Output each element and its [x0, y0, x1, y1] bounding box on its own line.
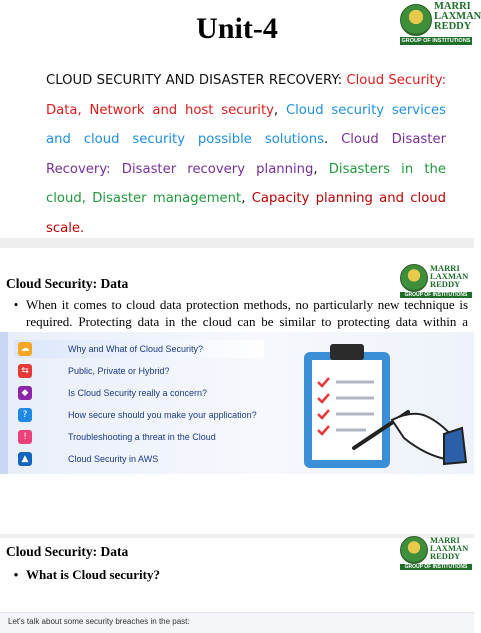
- slide-cloud-security-data: [0, 262, 474, 534]
- page-title: Unit-4: [196, 12, 278, 45]
- bullet-icon: •: [13, 297, 19, 312]
- bullet-icon: •: [13, 567, 19, 582]
- slide-title: Cloud Security: Data: [6, 276, 129, 291]
- bullet-text: What is Cloud security?: [26, 567, 160, 582]
- syllabus-segment: Cloud Security: Data, Network and host security: [46, 73, 447, 118]
- emblem-icon: [400, 264, 428, 292]
- emblem-icon: [400, 536, 428, 564]
- institution-logo: [400, 536, 468, 564]
- logo-line-2: LAXMAN: [430, 271, 469, 282]
- video-caption-strip: [0, 612, 474, 633]
- institution-logo: [400, 264, 468, 292]
- logo-subtitle: GROUP OF INSTITUTIONS: [400, 292, 472, 298]
- logo-line-1: MARRI: [434, 1, 471, 12]
- banner-item-label: Is Cloud Security really a concern?: [68, 388, 208, 398]
- question-icon: ?: [18, 408, 32, 422]
- banner-item-label: Troubleshooting a threat in the Cloud: [68, 432, 216, 442]
- logo-line-2: LAXMAN: [430, 543, 469, 554]
- syllabus-segment: Disasters in the cloud, Disaster management: [46, 161, 446, 206]
- banner-item: [18, 450, 158, 468]
- logo-line-1: MARRI: [430, 535, 460, 545]
- slide-what-is-cloud-security: [0, 535, 474, 632]
- logo-line-2: LAXMAN: [434, 10, 481, 22]
- syllabus-segment: CLOUD SECURITY AND DISASTER RECOVERY:: [46, 73, 347, 88]
- syllabus-segment: ,: [241, 191, 252, 206]
- slide-unit-4: [0, 0, 481, 236]
- logo-line-3: REDDY: [434, 20, 472, 32]
- syllabus-segment: ,: [313, 161, 329, 177]
- logo-subtitle: GROUP OF INSTITUTIONS: [401, 38, 471, 44]
- banner-item: [18, 340, 203, 358]
- emblem-icon: [400, 4, 432, 36]
- caption-text: Let's talk about some security breaches in the past:: [8, 617, 190, 626]
- checklist-illustration: [296, 336, 466, 472]
- banner-item: [18, 362, 170, 380]
- banner-item-label: Cloud Security in AWS: [68, 454, 159, 464]
- network-icon: ⇆: [18, 364, 32, 378]
- logo-subtitle: GROUP OF INSTITUTIONS: [400, 564, 472, 570]
- logo-line-3: REDDY: [430, 279, 461, 290]
- logo-line-3: REDDY: [430, 551, 461, 562]
- institution-logo: [400, 2, 481, 36]
- slide-divider: [0, 238, 474, 248]
- bullet-text: When it comes to cloud data protection methods, no particularly new technique is required. Protecting data in the cloud can be similar to protecting data within a: [26, 297, 468, 329]
- aws-icon: ▲: [18, 452, 32, 466]
- syllabus-segment: Cloud security services and cloud security possible solutions: [46, 102, 446, 147]
- logo-line-1: MARRI: [430, 263, 460, 273]
- cloud-security-banner: [0, 332, 474, 474]
- lock-icon: ◆: [18, 386, 32, 400]
- warning-icon: !: [18, 430, 32, 444]
- syllabus-segment: .: [323, 132, 342, 147]
- cloud-icon: ☁: [18, 342, 32, 356]
- unit-syllabus: [46, 66, 446, 243]
- syllabus-segment: Capacity planning and cloud scale.: [46, 191, 446, 236]
- syllabus-segment: Cloud Disaster Recovery: Disaster recovery planning: [46, 132, 446, 177]
- syllabus-segment: ,: [273, 102, 286, 118]
- slide-title: Cloud Security: Data: [6, 544, 129, 559]
- banner-accent-bar: [0, 332, 8, 474]
- banner-item: [18, 406, 257, 424]
- banner-item: [18, 384, 207, 402]
- bullet-point: [6, 566, 468, 583]
- banner-item-label: How secure should you make your application?: [68, 410, 257, 420]
- banner-item-label: Public, Private or Hybrid?: [68, 366, 170, 376]
- banner-item-label: Why and What of Cloud Security?: [68, 344, 204, 354]
- banner-item: [18, 428, 216, 446]
